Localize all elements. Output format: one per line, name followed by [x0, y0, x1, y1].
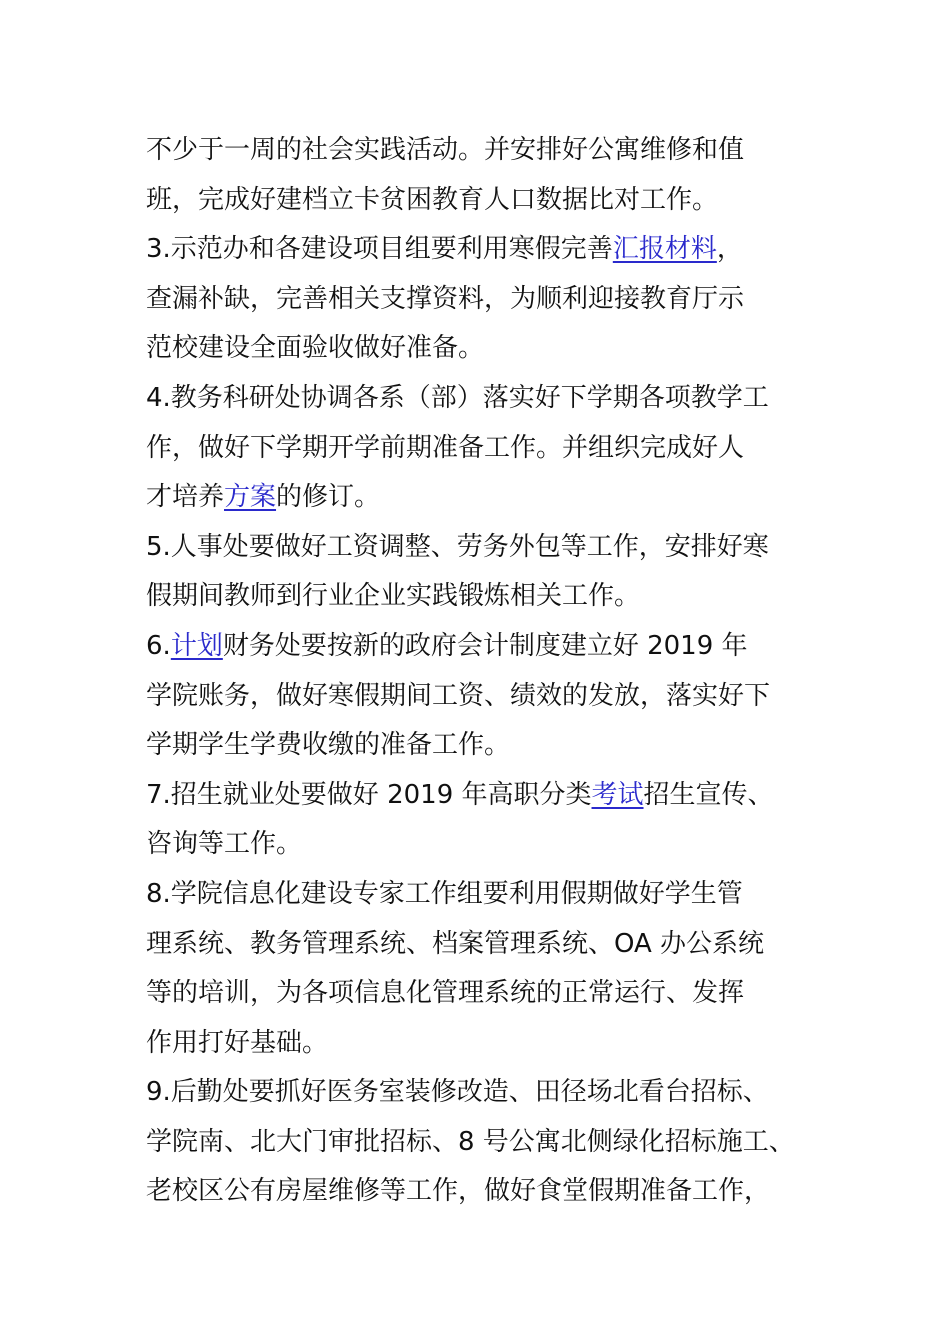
text-line: [146, 473, 818, 523]
paragraph-item-4: [146, 374, 818, 523]
link-report-materials[interactable]: 汇报材料: [612, 234, 717, 265]
text-segment: 的修订。: [276, 482, 381, 513]
paragraph-item-8: [146, 870, 818, 1068]
text-segment: ，: [716, 234, 743, 265]
text-segment: 7.招生就业处要做好 2019 年高职分类: [146, 779, 592, 810]
text-line: 范校建设全面验收做好准备。: [146, 333, 485, 364]
text-line: [146, 225, 818, 275]
document-body: [146, 126, 818, 1217]
text-line: 4.教务科研处协调各系（部）落实好下学期各项教学工: [146, 382, 769, 413]
text-segment: 才培养: [146, 482, 225, 513]
paragraph-item-6: [146, 622, 818, 771]
text-segment: 招生宣传、: [643, 779, 774, 810]
text-segment: 3.示范办和各建设项目组要利用寒假完善: [146, 234, 613, 265]
link-plan[interactable]: 方案: [224, 482, 277, 513]
text-line: 不少于一周的社会实践活动。并安排好公寓维修和值: [146, 135, 745, 165]
text-line: 学院账务，做好寒假期间工资、绩效的发放，落实好下: [146, 680, 771, 711]
text-line: 8.学院信息化建设专家工作组要利用假期做好学生管: [146, 878, 743, 909]
text-line: [146, 622, 818, 672]
link-exam[interactable]: 考试: [591, 779, 644, 810]
link-planning[interactable]: 计划: [170, 630, 223, 661]
text-line: 作，做好下学期开学前期准备工作。并组织完成好人: [146, 432, 745, 463]
text-line: 查漏补缺，完善相关支撑资料，为顺利迎接教育厅示: [146, 283, 745, 314]
text-line: [146, 771, 818, 821]
text-line: 学期学生学费收缴的准备工作。: [146, 730, 511, 761]
paragraph-item-9: [146, 1068, 818, 1217]
text-segment: 6.: [146, 630, 171, 661]
text-line: 作用打好基础。: [146, 1027, 329, 1058]
text-line: 假期间教师到行业企业实践锻炼相关工作。: [146, 581, 641, 612]
text-line: 学院南、北大门审批招标、8 号公寓北侧绿化招标施工、: [146, 1126, 795, 1157]
text-line: 等的培训，为各项信息化管理系统的正常运行、发挥: [146, 978, 745, 1009]
text-segment: 财务处要按新的政府会计制度建立好 2019 年: [222, 630, 748, 661]
text-line: 老校区公有房屋维修等工作，做好食堂假期准备工作，: [146, 1176, 771, 1207]
text-line: 理系统、教务管理系统、档案管理系统、OA 办公系统: [146, 928, 765, 959]
text-line: 班，完成好建档立卡贫困教育人口数据比对工作。: [146, 184, 719, 215]
paragraph-item-7: [146, 771, 818, 870]
paragraph-item-3: [146, 225, 818, 374]
text-line: 9.后勤处要抓好医务室装修改造、田径场北看台招标、: [146, 1077, 769, 1108]
text-line: 咨询等工作。: [146, 829, 303, 860]
paragraph-social-practice: [146, 126, 818, 225]
text-line: 5.人事处要做好工资调整、劳务外包等工作，安排好寒: [146, 531, 769, 562]
paragraph-item-5: [146, 523, 818, 622]
